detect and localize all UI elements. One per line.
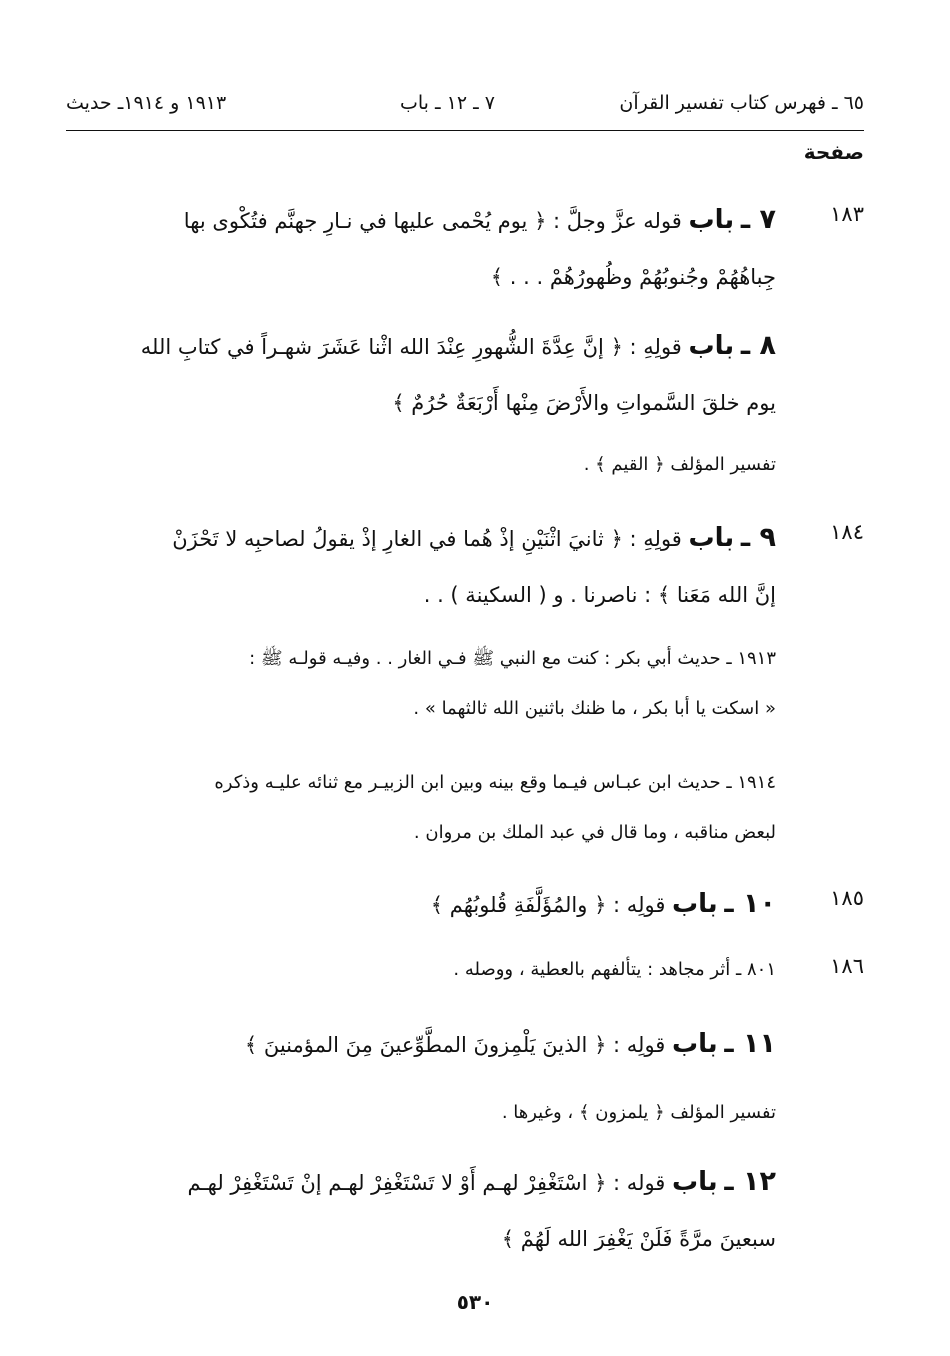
- running-head-chapters: ٧ ـ ١٢ ـ باب: [400, 92, 495, 114]
- hadith-line: لبعض مناقبه ، وما قال في عبد الملك بن مروان .: [413, 822, 776, 843]
- chapter-number: ١٢ ـ: [724, 1166, 776, 1197]
- chapter-title: قوله عزَّ وجلَّ : ﴿ يوم يُحْمى عليها في نـارِ جهنَّم فتُكْوى بها: [183, 209, 682, 233]
- page-number: ٥٣٠: [456, 1290, 494, 1314]
- chapter-keyword: باب: [688, 205, 735, 235]
- chapter-number: ٨ ـ: [740, 330, 776, 361]
- chapter-title: قولِه : ﴿ الذينَ يَلْمِزونَ المطَّوِّعينَ مِنَ المؤمنينَ ﴾: [244, 1033, 666, 1057]
- entry-line: [66, 318, 776, 375]
- page-reference: ١٨٥: [830, 886, 864, 910]
- chapter-entry: [66, 192, 776, 305]
- chapter-entry: [66, 510, 776, 623]
- chapter-entry: [66, 318, 776, 431]
- chapter-keyword: باب: [672, 1167, 718, 1197]
- page-reference: ١٨٤: [830, 520, 864, 544]
- commentary-text: تفسير المؤلف ﴿ يلمزون ﴾ ، وغيرها .: [501, 1102, 776, 1123]
- page-column-label: صفحة: [803, 140, 864, 164]
- chapter-entry: [66, 1016, 776, 1073]
- hadith-line: ١٩١٣ ـ حديث أبي بكر : كنت مع النبي ﷺ فـي الغار . . وفيـه قولـه ﷺ :: [249, 648, 776, 669]
- athar-entry: [66, 945, 776, 995]
- commentary-note: [66, 440, 776, 490]
- chapter-keyword: باب: [688, 523, 735, 553]
- entry-line: [66, 1154, 776, 1211]
- chapter-title-continued: سبعينَ مرَّةً فَلَنْ يَغْفِرَ الله لَهُمْ ﴾: [501, 1227, 776, 1251]
- athar-text: ٨٠١ ـ أثر مجاهد : يتألفهم بالعطية ، ووصله .: [453, 959, 776, 980]
- running-head-hadith-range: ١٩١٣ و ١٩١٤ـ حديث: [66, 92, 227, 114]
- chapter-keyword: باب: [688, 331, 735, 361]
- chapter-title: قوله : ﴿ اسْتَغْفِرْ لهـم أَوْ لا تَسْتَغْفِرْ لهـم إنْ تَسْتَغْفِرْ لهـم: [187, 1171, 666, 1195]
- chapter-number: ١٠ ـ: [724, 888, 776, 919]
- chapter-number: ٧ ـ: [740, 204, 776, 235]
- commentary-text: تفسير المؤلف ﴿ القيم ﴾ .: [583, 454, 776, 475]
- page-reference: ١٨٦: [830, 954, 864, 978]
- chapter-title-continued: إنَّ الله مَعَنا ﴾ : ناصرنا . و ( السكينة ) . .: [423, 583, 776, 607]
- header-rule: [66, 130, 864, 131]
- page-reference: ١٨٣: [830, 202, 864, 226]
- hadith-line: « اسكت يا أبا بكر ، ما ظنك باثنين الله ثالثهما » .: [413, 698, 776, 719]
- chapter-entry: [66, 876, 776, 933]
- chapter-entry: [66, 1154, 776, 1267]
- chapter-keyword: باب: [672, 889, 718, 919]
- chapter-title: قولِهِ : ﴿ إنَّ عِدَّةَ الشُّهورِ عِنْدَ الله اثْنا عَشَرَ شهـراً في كتابِ الله: [140, 335, 682, 359]
- running-head-title: ٦٥ ـ فهرس كتاب تفسير القرآن: [619, 92, 864, 114]
- commentary-note: [66, 1088, 776, 1138]
- chapter-title: قولِه : ﴿ والمُؤَلَّفَةِ قُلوبُهُم ﴾: [430, 893, 666, 917]
- chapter-title-continued: جِباهُهُمْ وجُنوبُهُمْ وظُهورُهُمْ . . . ﴾: [490, 265, 776, 289]
- chapter-keyword: باب: [672, 1029, 718, 1059]
- chapter-number: ٩ ـ: [740, 522, 776, 553]
- entry-line: [66, 510, 776, 567]
- hadith-entry: [66, 634, 776, 734]
- chapter-title-continued: يوم خلقَ السَّمواتِ والأَرْضَ مِنْها أَرْبَعَةٌ حُرُمٌ ﴾: [392, 391, 776, 415]
- chapter-number: ١١ ـ: [724, 1028, 776, 1059]
- chapter-title: قولِهِ : ﴿ ثانيَ اثْنَيْنِ إذْ هُما في الغارِ إذْ يقولُ لصاحبِه لا تَحْزَنْ: [172, 527, 682, 551]
- entry-line: [66, 192, 776, 249]
- hadith-line: ١٩١٤ ـ حديث ابن عبـاس فيـما وقع بينه وبين ابن الزبيـر مع ثنائه عليـه وذكره: [214, 772, 776, 793]
- entry-line: [66, 1016, 776, 1073]
- hadith-entry: [66, 758, 776, 858]
- entry-line: [66, 876, 776, 933]
